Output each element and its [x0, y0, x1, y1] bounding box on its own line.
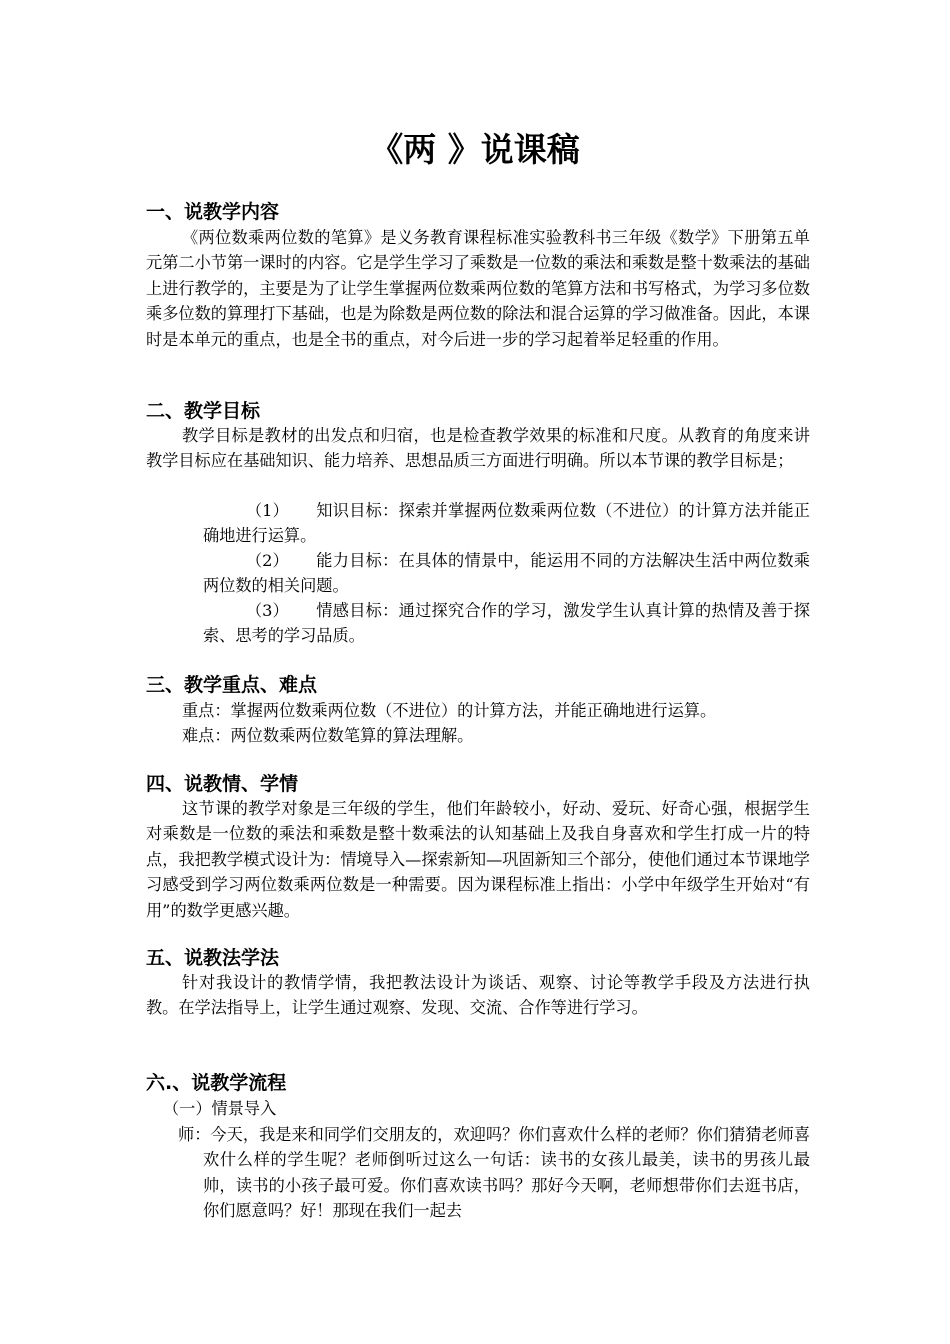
speaker-label: 师：: [178, 1125, 211, 1144]
goal-item-3: [203, 598, 810, 649]
section-heading-goals: 二、教学目标: [146, 400, 261, 422]
teacher-dialog: [178, 1122, 810, 1224]
section-heading-process: 六.、说教学流程: [146, 1072, 287, 1094]
section-heading-keypoints: 三、教学重点、难点: [146, 674, 318, 696]
dialog-text: 今天，我是来和同学们交朋友的，欢迎吗？你们喜欢什么样的老师？你们猜猜老师喜欢什么样的学生呢？老师倒听过这么一句话：读书的女孩儿最美，读书的男孩儿最帅，读书的小孩子最可爱。你们喜欢读书吗？那好今天啊，老师想带你们去逛书店，你们愿意吗？好！那现在我们一起去: [203, 1125, 811, 1221]
section-paragraph-goals: 教学目标是教材的出发点和归宿，也是检查教学效果的标准和尺度。从教育的角度来讲教学目标应在基础知识、能力培养、思想品质三方面进行明确。所以本节课的教学目标是；: [146, 426, 810, 471]
goal-item-text: 能力目标：在具体的情景中，能运用不同的方法解决生活中两位数乘两位数的相关问题。: [203, 551, 810, 596]
goal-item-number: （2）: [246, 551, 289, 570]
subheading-intro: （一）情景导入: [163, 1099, 277, 1118]
section-paragraph-content: 《两位数乘两位数的笔算》是义务教育课程标准实验教科书三年级《数学》下册第五单元第二小节第一课时的内容。它是学生学习了乘数是一位数的乘法和乘数是整十数乘法的基础上进行教学的，主要是为了让学生掌握两位数乘两位数的笔算方法和书写格式，为学习多位数乘多位数的算理打下基础，也是为除数是两位数的除法和混合运算的学习做准备。因此，本课时是本单元的重点，也是全书的重点，对今后进一步的学习起着举足轻重的作用。: [146, 228, 810, 349]
section-heading-situation: 四、说教情、学情: [146, 773, 299, 795]
section-heading-content: 一、说教学内容: [146, 201, 280, 223]
section-heading-methods: 五、说教法学法: [146, 947, 280, 969]
section-paragraph-methods: 针对我设计的教情学情，我把教法设计为谈话、观察、讨论等教学手段及方法进行执教。在学法指导上，让学生通过观察、发现、交流、合作等进行学习。: [146, 973, 810, 1018]
goal-item-text: 情感目标：通过探究合作的学习，激发学生认真计算的热情及善于探索、思考的学习品质。: [203, 601, 810, 646]
goal-item-2: [203, 548, 810, 599]
difficulty-line: 难点：两位数乘两位数笔算的算法理解。: [182, 726, 474, 745]
key-point-line: 重点：掌握两位数乘两位数（不进位）的计算方法，并能正确地进行运算。: [182, 701, 717, 720]
goal-item-number: （3）: [246, 601, 289, 620]
section-paragraph-situation: 这节课的教学对象是三年级的学生，他们年龄较小，好动、爱玩、好奇心强，根据学生对乘数是一位数的乘法和乘数是整十数乘法的认知基础上及我自身喜欢和学生打成一片的特点，我把教学模式设计为：情境导入—探索新知—巩固新知三个部分，使他们通过本节课地学习感受到学习两位数乘两位数是一种需要。因为课程标准上指出：小学中年级学生开始对“有用”的数学更感兴趣。: [146, 799, 810, 920]
page-title: 《两 》说课稿: [370, 130, 580, 169]
goal-item-text: 知识目标：探索并掌握两位数乘两位数（不进位）的计算方法并能正确地进行运算。: [203, 501, 810, 546]
goal-item-number: （1）: [246, 501, 289, 520]
goal-item-1: [203, 498, 810, 549]
